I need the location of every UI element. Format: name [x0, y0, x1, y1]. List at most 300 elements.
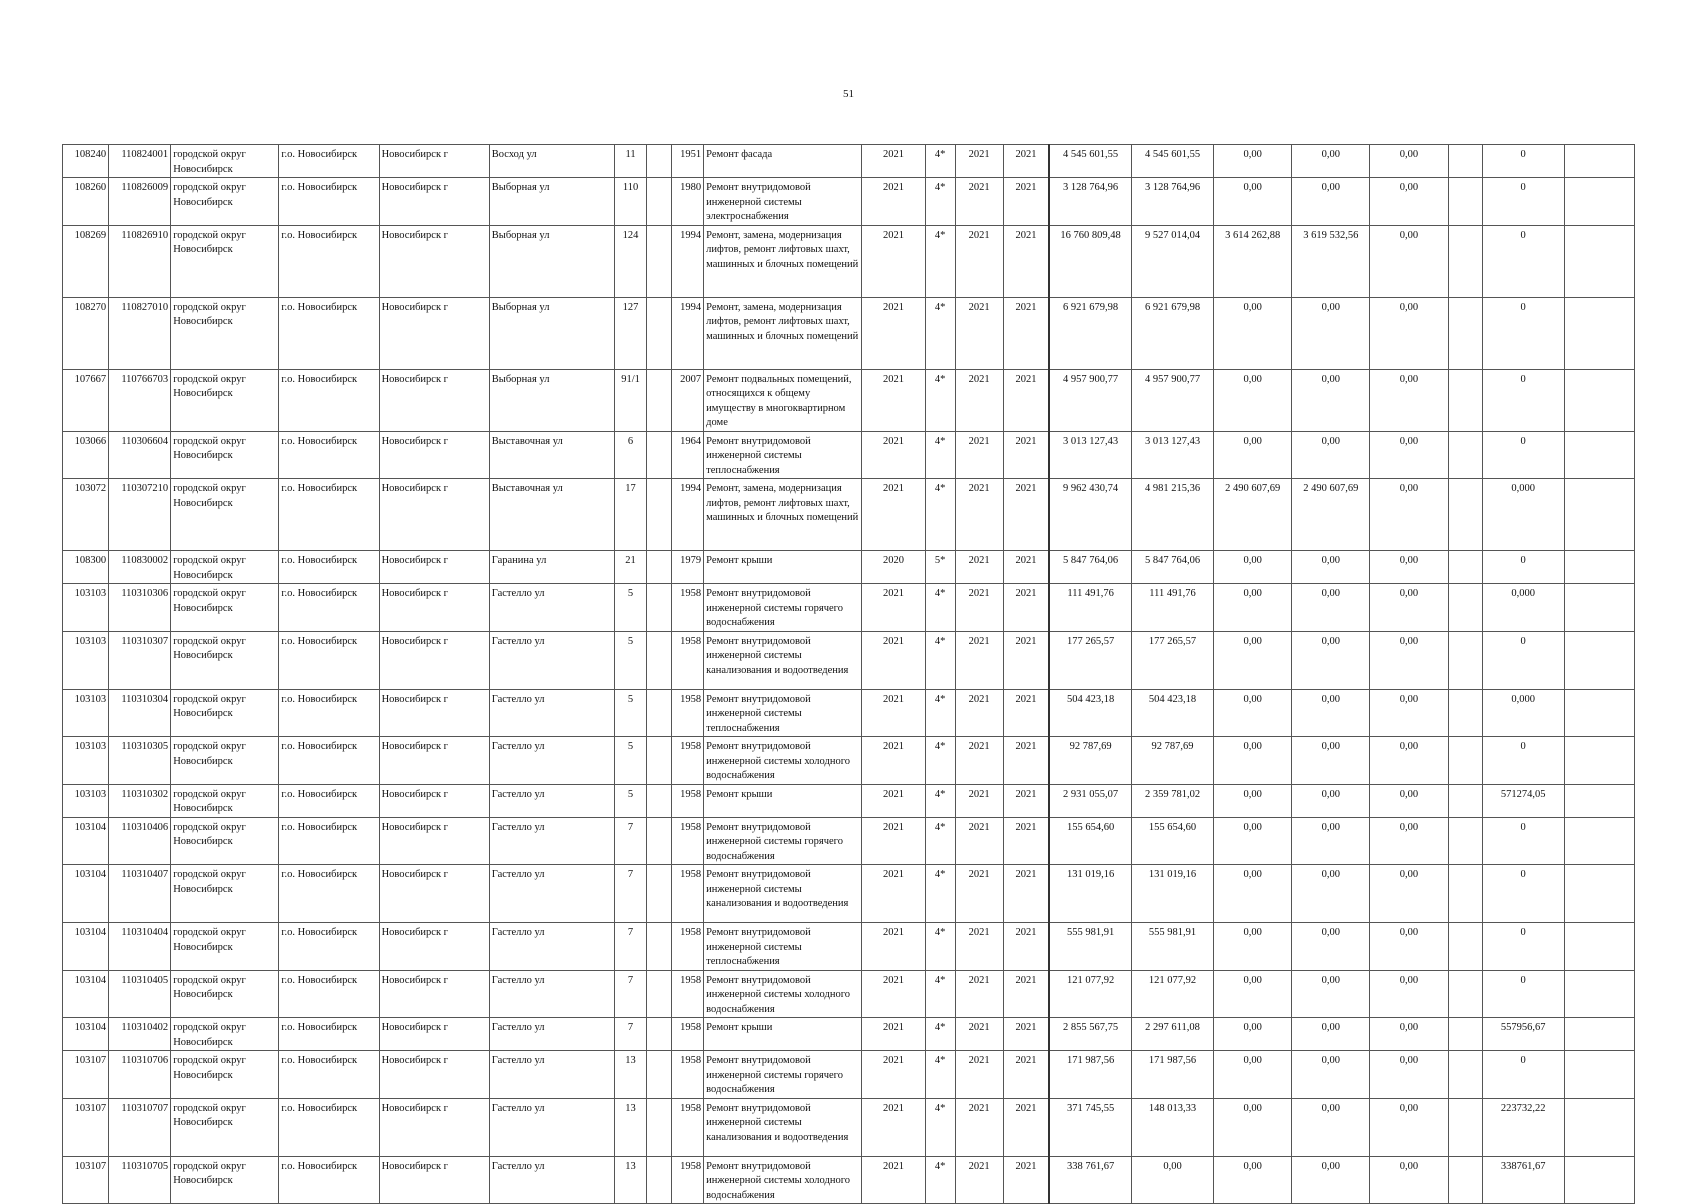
cell-extra — [1448, 784, 1482, 817]
cell-id: 103103 — [63, 584, 109, 632]
cell-year-from: 2021 — [955, 584, 1003, 632]
cell-note — [1564, 431, 1634, 479]
cell-fund2: 0,00 — [1214, 923, 1292, 971]
cell-fund4: 0,00 — [1370, 479, 1448, 551]
cell-year-to: 2021 — [1003, 817, 1049, 865]
cell-code: 110306604 — [109, 431, 171, 479]
cell-total: 16 760 809,48 — [1049, 225, 1131, 297]
cell-fund3: 0,00 — [1292, 1156, 1370, 1204]
cell-city: Новосибирск г — [379, 297, 489, 369]
cell-code: 110310305 — [109, 737, 171, 785]
cell-total: 9 962 430,74 — [1049, 479, 1131, 551]
cell-fund3: 0,00 — [1292, 817, 1370, 865]
cell-fund3: 0,00 — [1292, 584, 1370, 632]
cell-house: 21 — [615, 551, 647, 584]
cell-city: Новосибирск г — [379, 551, 489, 584]
cell-year-to: 2021 — [1003, 631, 1049, 689]
cell-fund: 4 957 900,77 — [1131, 369, 1213, 431]
cell-code: 110310306 — [109, 584, 171, 632]
cell-note — [1564, 1051, 1634, 1099]
cell-bld — [647, 784, 672, 817]
cell-fund2: 0,00 — [1214, 551, 1292, 584]
cell-plan-year: 2021 — [862, 817, 925, 865]
cell-municipality: городской округ Новосибирск — [171, 689, 279, 737]
cell-id: 103066 — [63, 431, 109, 479]
cell-municipality: городской округ Новосибирск — [171, 178, 279, 226]
cell-year-from: 2021 — [955, 865, 1003, 923]
cell-fund4: 0,00 — [1370, 369, 1448, 431]
cell-fund: 155 654,60 — [1131, 817, 1213, 865]
cell-year-to: 2021 — [1003, 297, 1049, 369]
cell-street: Гастелло ул — [489, 737, 614, 785]
cell-extra — [1448, 297, 1482, 369]
cell-street: Выборная ул — [489, 369, 614, 431]
table-row — [63, 1156, 1635, 1204]
cell-year-to: 2021 — [1003, 923, 1049, 971]
cell-code: 110826910 — [109, 225, 171, 297]
cell-note — [1564, 865, 1634, 923]
cell-work: Ремонт внутридомовой инженерной системы канализования и водоотведения — [704, 1098, 862, 1156]
cell-fund4: 0,00 — [1370, 1051, 1448, 1099]
cell-fund3: 0,00 — [1292, 431, 1370, 479]
cell-plan-year: 2021 — [862, 1156, 925, 1204]
cell-note — [1564, 369, 1634, 431]
cell-year-built: 2007 — [672, 369, 704, 431]
cell-total: 4 545 601,55 — [1049, 145, 1131, 178]
cell-fund3: 0,00 — [1292, 551, 1370, 584]
cell-district: г.о. Новосибирск — [279, 225, 379, 297]
cell-owners: 0 — [1482, 631, 1564, 689]
cell-year-from: 2021 — [955, 297, 1003, 369]
cell-id: 103103 — [63, 784, 109, 817]
table-row — [63, 178, 1635, 226]
cell-plan-year: 2021 — [862, 584, 925, 632]
cell-year-built: 1958 — [672, 784, 704, 817]
cell-house: 6 — [615, 431, 647, 479]
cell-work: Ремонт внутридомовой инженерной системы канализования и водоотведения — [704, 865, 862, 923]
cell-district: г.о. Новосибирск — [279, 178, 379, 226]
cell-code: 110310705 — [109, 1156, 171, 1204]
cell-street: Выборная ул — [489, 225, 614, 297]
cell-bld — [647, 737, 672, 785]
cell-owners: 0 — [1482, 923, 1564, 971]
cell-district: г.о. Новосибирск — [279, 784, 379, 817]
cell-plan-year: 2021 — [862, 178, 925, 226]
cell-extra — [1448, 431, 1482, 479]
cell-bld — [647, 923, 672, 971]
cell-bld — [647, 145, 672, 178]
cell-category: 4* — [925, 865, 955, 923]
cell-work: Ремонт внутридомовой инженерной системы электроснабжения — [704, 178, 862, 226]
cell-municipality: городской округ Новосибирск — [171, 817, 279, 865]
cell-municipality: городской округ Новосибирск — [171, 431, 279, 479]
cell-fund2: 0,00 — [1214, 1098, 1292, 1156]
cell-city: Новосибирск г — [379, 178, 489, 226]
cell-fund4: 0,00 — [1370, 865, 1448, 923]
cell-code: 110827010 — [109, 297, 171, 369]
cell-city: Новосибирск г — [379, 737, 489, 785]
cell-note — [1564, 737, 1634, 785]
cell-house: 5 — [615, 631, 647, 689]
cell-bld — [647, 225, 672, 297]
cell-id: 103104 — [63, 817, 109, 865]
cell-fund3: 0,00 — [1292, 784, 1370, 817]
cell-house: 5 — [615, 784, 647, 817]
cell-fund: 4 545 601,55 — [1131, 145, 1213, 178]
cell-category: 4* — [925, 178, 955, 226]
cell-note — [1564, 784, 1634, 817]
cell-work: Ремонт крыши — [704, 784, 862, 817]
cell-year-from: 2021 — [955, 923, 1003, 971]
cell-district: г.о. Новосибирск — [279, 551, 379, 584]
table-row — [63, 145, 1635, 178]
cell-municipality: городской округ Новосибирск — [171, 923, 279, 971]
cell-plan-year: 2021 — [862, 737, 925, 785]
cell-category: 4* — [925, 1156, 955, 1204]
cell-district: г.о. Новосибирск — [279, 145, 379, 178]
cell-fund3: 0,00 — [1292, 923, 1370, 971]
cell-extra — [1448, 631, 1482, 689]
cell-category: 4* — [925, 479, 955, 551]
cell-fund4: 0,00 — [1370, 297, 1448, 369]
cell-year-from: 2021 — [955, 970, 1003, 1018]
cell-year-built: 1994 — [672, 225, 704, 297]
cell-note — [1564, 1156, 1634, 1204]
cell-city: Новосибирск г — [379, 584, 489, 632]
cell-total: 121 077,92 — [1049, 970, 1131, 1018]
cell-house: 13 — [615, 1098, 647, 1156]
cell-owners: 0 — [1482, 737, 1564, 785]
cell-owners: 571274,05 — [1482, 784, 1564, 817]
cell-owners: 0 — [1482, 145, 1564, 178]
cell-category: 4* — [925, 369, 955, 431]
cell-city: Новосибирск г — [379, 1051, 489, 1099]
cell-id: 103107 — [63, 1156, 109, 1204]
cell-district: г.о. Новосибирск — [279, 1018, 379, 1051]
cell-id: 107667 — [63, 369, 109, 431]
cell-year-built: 1958 — [672, 737, 704, 785]
cell-total: 555 981,91 — [1049, 923, 1131, 971]
cell-city: Новосибирск г — [379, 817, 489, 865]
cell-total: 2 931 055,07 — [1049, 784, 1131, 817]
cell-bld — [647, 631, 672, 689]
cell-extra — [1448, 145, 1482, 178]
table-row — [63, 225, 1635, 297]
cell-year-to: 2021 — [1003, 689, 1049, 737]
cell-district: г.о. Новосибирск — [279, 631, 379, 689]
cell-fund3: 0,00 — [1292, 631, 1370, 689]
cell-fund: 131 019,16 — [1131, 865, 1213, 923]
cell-bld — [647, 178, 672, 226]
cell-street: Гастелло ул — [489, 1098, 614, 1156]
cell-category: 4* — [925, 817, 955, 865]
cell-fund2: 0,00 — [1214, 784, 1292, 817]
cell-street: Гастелло ул — [489, 865, 614, 923]
cell-id: 103104 — [63, 970, 109, 1018]
cell-fund2: 0,00 — [1214, 178, 1292, 226]
cell-fund2: 0,00 — [1214, 1051, 1292, 1099]
cell-fund: 504 423,18 — [1131, 689, 1213, 737]
cell-year-from: 2021 — [955, 784, 1003, 817]
cell-work: Ремонт внутридомовой инженерной системы холодного водоснабжения — [704, 1156, 862, 1204]
cell-note — [1564, 479, 1634, 551]
cell-id: 103103 — [63, 631, 109, 689]
cell-municipality: городской округ Новосибирск — [171, 737, 279, 785]
cell-id: 103107 — [63, 1051, 109, 1099]
cell-street: Гастелло ул — [489, 584, 614, 632]
capital-repair-table — [62, 144, 1635, 1204]
cell-bld — [647, 369, 672, 431]
cell-street: Гастелло ул — [489, 817, 614, 865]
cell-year-built: 1979 — [672, 551, 704, 584]
cell-street: Гастелло ул — [489, 1051, 614, 1099]
cell-fund3: 0,00 — [1292, 1018, 1370, 1051]
cell-house: 7 — [615, 923, 647, 971]
cell-fund2: 0,00 — [1214, 631, 1292, 689]
cell-bld — [647, 1156, 672, 1204]
cell-fund4: 0,00 — [1370, 817, 1448, 865]
cell-city: Новосибирск г — [379, 431, 489, 479]
cell-work: Ремонт внутридомовой инженерной системы теплоснабжения — [704, 431, 862, 479]
cell-fund: 9 527 014,04 — [1131, 225, 1213, 297]
cell-fund3: 0,00 — [1292, 145, 1370, 178]
cell-year-built: 1964 — [672, 431, 704, 479]
cell-id: 103104 — [63, 1018, 109, 1051]
cell-fund2: 0,00 — [1214, 431, 1292, 479]
cell-street: Гастелло ул — [489, 970, 614, 1018]
table-row — [63, 1098, 1635, 1156]
cell-year-to: 2021 — [1003, 551, 1049, 584]
table-row — [63, 297, 1635, 369]
cell-district: г.о. Новосибирск — [279, 865, 379, 923]
cell-plan-year: 2021 — [862, 923, 925, 971]
cell-work: Ремонт внутридомовой инженерной системы холодного водоснабжения — [704, 737, 862, 785]
cell-total: 177 265,57 — [1049, 631, 1131, 689]
cell-year-to: 2021 — [1003, 584, 1049, 632]
cell-note — [1564, 631, 1634, 689]
cell-owners: 0 — [1482, 1051, 1564, 1099]
cell-district: г.о. Новосибирск — [279, 431, 379, 479]
cell-fund3: 2 490 607,69 — [1292, 479, 1370, 551]
cell-plan-year: 2021 — [862, 369, 925, 431]
cell-work: Ремонт внутридомовой инженерной системы теплоснабжения — [704, 923, 862, 971]
cell-fund: 92 787,69 — [1131, 737, 1213, 785]
cell-category: 4* — [925, 431, 955, 479]
cell-extra — [1448, 1156, 1482, 1204]
cell-year-to: 2021 — [1003, 865, 1049, 923]
cell-total: 2 855 567,75 — [1049, 1018, 1131, 1051]
cell-code: 110830002 — [109, 551, 171, 584]
cell-plan-year: 2021 — [862, 431, 925, 479]
table-row — [63, 479, 1635, 551]
cell-house: 17 — [615, 479, 647, 551]
cell-plan-year: 2021 — [862, 865, 925, 923]
cell-note — [1564, 225, 1634, 297]
cell-year-to: 2021 — [1003, 225, 1049, 297]
cell-owners: 0 — [1482, 369, 1564, 431]
cell-category: 4* — [925, 584, 955, 632]
cell-bld — [647, 479, 672, 551]
cell-house: 127 — [615, 297, 647, 369]
cell-year-built: 1994 — [672, 297, 704, 369]
cell-street: Выборная ул — [489, 297, 614, 369]
cell-owners: 0 — [1482, 431, 1564, 479]
cell-fund4: 0,00 — [1370, 225, 1448, 297]
cell-total: 3 013 127,43 — [1049, 431, 1131, 479]
cell-code: 110310407 — [109, 865, 171, 923]
cell-code: 110766703 — [109, 369, 171, 431]
cell-owners: 0,000 — [1482, 689, 1564, 737]
cell-fund4: 0,00 — [1370, 1018, 1448, 1051]
cell-plan-year: 2020 — [862, 551, 925, 584]
cell-extra — [1448, 970, 1482, 1018]
cell-house: 124 — [615, 225, 647, 297]
cell-house: 13 — [615, 1156, 647, 1204]
cell-house: 5 — [615, 689, 647, 737]
cell-municipality: городской округ Новосибирск — [171, 584, 279, 632]
cell-house: 11 — [615, 145, 647, 178]
cell-fund3: 0,00 — [1292, 297, 1370, 369]
table-row — [63, 737, 1635, 785]
cell-work: Ремонт, замена, модернизация лифтов, ремонт лифтовых шахт, машинных и блочных помещений — [704, 479, 862, 551]
cell-district: г.о. Новосибирск — [279, 297, 379, 369]
cell-total: 338 761,67 — [1049, 1156, 1131, 1204]
table-row — [63, 923, 1635, 971]
cell-fund4: 0,00 — [1370, 970, 1448, 1018]
cell-municipality: городской округ Новосибирск — [171, 631, 279, 689]
cell-fund3: 0,00 — [1292, 865, 1370, 923]
cell-owners: 0 — [1482, 297, 1564, 369]
cell-plan-year: 2021 — [862, 970, 925, 1018]
cell-district: г.о. Новосибирск — [279, 689, 379, 737]
cell-note — [1564, 297, 1634, 369]
cell-city: Новосибирск г — [379, 631, 489, 689]
cell-fund4: 0,00 — [1370, 584, 1448, 632]
cell-fund: 148 013,33 — [1131, 1098, 1213, 1156]
cell-municipality: городской округ Новосибирск — [171, 865, 279, 923]
cell-municipality: городской округ Новосибирск — [171, 479, 279, 551]
cell-fund2: 0,00 — [1214, 817, 1292, 865]
cell-id: 108269 — [63, 225, 109, 297]
cell-fund2: 0,00 — [1214, 865, 1292, 923]
cell-owners: 223732,22 — [1482, 1098, 1564, 1156]
cell-fund: 2 359 781,02 — [1131, 784, 1213, 817]
cell-fund: 5 847 764,06 — [1131, 551, 1213, 584]
cell-extra — [1448, 737, 1482, 785]
cell-fund: 6 921 679,98 — [1131, 297, 1213, 369]
cell-extra — [1448, 923, 1482, 971]
cell-bld — [647, 431, 672, 479]
cell-year-built: 1958 — [672, 584, 704, 632]
cell-owners: 0 — [1482, 551, 1564, 584]
cell-owners: 0 — [1482, 817, 1564, 865]
cell-id: 103104 — [63, 865, 109, 923]
cell-fund3: 0,00 — [1292, 369, 1370, 431]
cell-bld — [647, 689, 672, 737]
cell-extra — [1448, 479, 1482, 551]
cell-municipality: городской округ Новосибирск — [171, 1018, 279, 1051]
cell-category: 4* — [925, 689, 955, 737]
cell-category: 4* — [925, 1051, 955, 1099]
cell-year-built: 1958 — [672, 689, 704, 737]
cell-district: г.о. Новосибирск — [279, 584, 379, 632]
cell-code: 110310406 — [109, 817, 171, 865]
cell-plan-year: 2021 — [862, 1018, 925, 1051]
cell-street: Гаранина ул — [489, 551, 614, 584]
cell-extra — [1448, 689, 1482, 737]
cell-street: Выставочная ул — [489, 479, 614, 551]
cell-bld — [647, 1051, 672, 1099]
cell-year-from: 2021 — [955, 1098, 1003, 1156]
cell-fund4: 0,00 — [1370, 1156, 1448, 1204]
cell-house: 7 — [615, 865, 647, 923]
cell-fund2: 3 614 262,88 — [1214, 225, 1292, 297]
cell-category: 4* — [925, 225, 955, 297]
cell-year-to: 2021 — [1003, 1018, 1049, 1051]
cell-id: 103104 — [63, 923, 109, 971]
cell-year-built: 1951 — [672, 145, 704, 178]
cell-plan-year: 2021 — [862, 1051, 925, 1099]
cell-district: г.о. Новосибирск — [279, 817, 379, 865]
cell-street: Гастелло ул — [489, 784, 614, 817]
cell-year-to: 2021 — [1003, 1156, 1049, 1204]
cell-fund: 4 981 215,36 — [1131, 479, 1213, 551]
cell-id: 103103 — [63, 737, 109, 785]
cell-house: 13 — [615, 1051, 647, 1099]
cell-year-to: 2021 — [1003, 1051, 1049, 1099]
cell-city: Новосибирск г — [379, 225, 489, 297]
cell-work: Ремонт внутридомовой инженерной системы холодного водоснабжения — [704, 970, 862, 1018]
cell-year-to: 2021 — [1003, 178, 1049, 226]
cell-year-from: 2021 — [955, 479, 1003, 551]
cell-id: 108260 — [63, 178, 109, 226]
cell-total: 4 957 900,77 — [1049, 369, 1131, 431]
cell-year-to: 2021 — [1003, 145, 1049, 178]
cell-plan-year: 2021 — [862, 297, 925, 369]
cell-district: г.о. Новосибирск — [279, 970, 379, 1018]
table-row — [63, 865, 1635, 923]
cell-city: Новосибирск г — [379, 865, 489, 923]
cell-year-from: 2021 — [955, 225, 1003, 297]
cell-year-built: 1958 — [672, 923, 704, 971]
cell-fund4: 0,00 — [1370, 145, 1448, 178]
cell-fund2: 2 490 607,69 — [1214, 479, 1292, 551]
cell-district: г.о. Новосибирск — [279, 737, 379, 785]
cell-fund: 2 297 611,08 — [1131, 1018, 1213, 1051]
cell-note — [1564, 970, 1634, 1018]
cell-total: 171 987,56 — [1049, 1051, 1131, 1099]
cell-year-from: 2021 — [955, 145, 1003, 178]
cell-total: 155 654,60 — [1049, 817, 1131, 865]
cell-fund2: 0,00 — [1214, 369, 1292, 431]
cell-plan-year: 2021 — [862, 784, 925, 817]
cell-municipality: городской округ Новосибирск — [171, 970, 279, 1018]
cell-street: Гастелло ул — [489, 923, 614, 971]
cell-city: Новосибирск г — [379, 970, 489, 1018]
cell-category: 4* — [925, 145, 955, 178]
cell-extra — [1448, 178, 1482, 226]
cell-category: 4* — [925, 297, 955, 369]
cell-year-from: 2021 — [955, 551, 1003, 584]
cell-fund: 121 077,92 — [1131, 970, 1213, 1018]
cell-bld — [647, 584, 672, 632]
cell-work: Ремонт крыши — [704, 1018, 862, 1051]
cell-note — [1564, 178, 1634, 226]
cell-year-to: 2021 — [1003, 737, 1049, 785]
cell-extra — [1448, 584, 1482, 632]
cell-district: г.о. Новосибирск — [279, 1156, 379, 1204]
cell-fund4: 0,00 — [1370, 737, 1448, 785]
